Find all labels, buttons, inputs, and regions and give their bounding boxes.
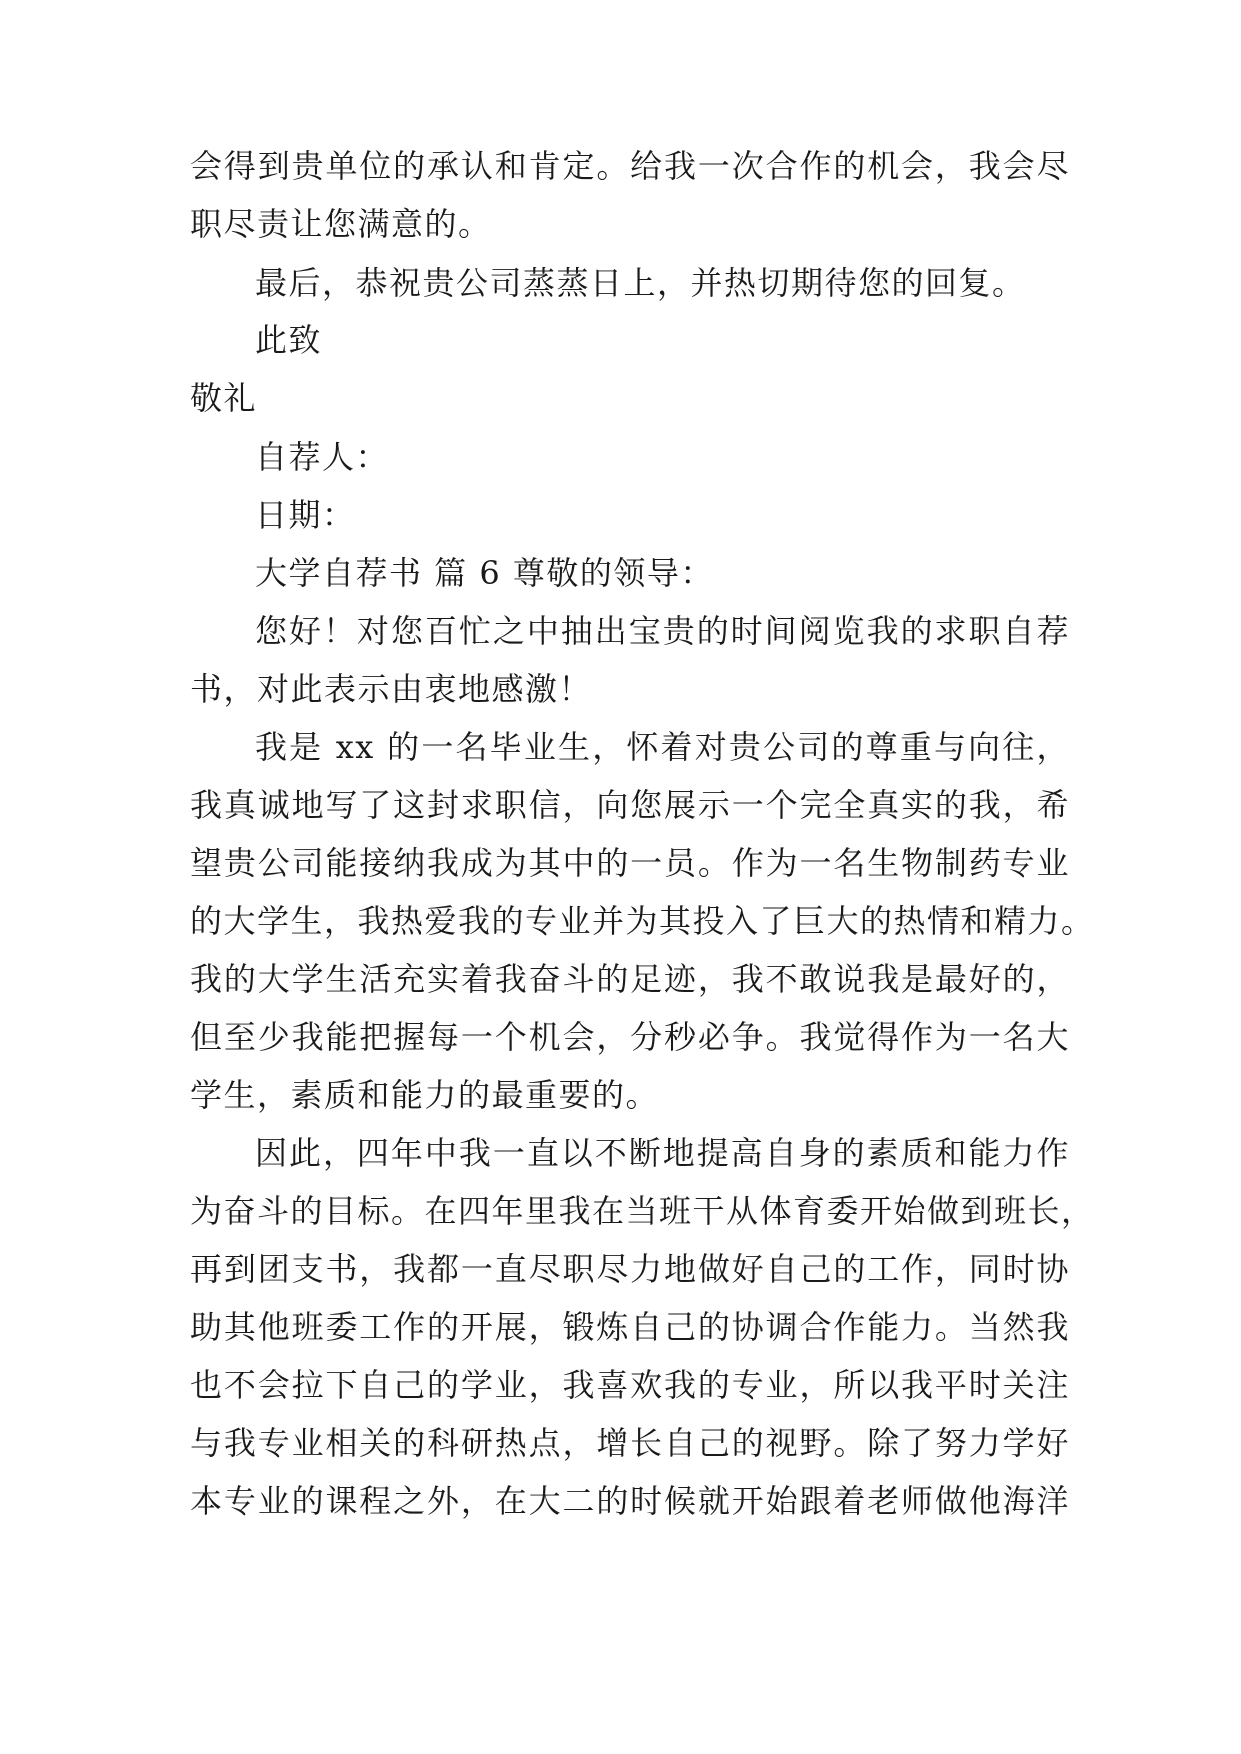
text-line: 会得到贵单位的承认和肯定。给我一次合作的机会，我会尽 [190,147,1070,185]
text-line: 但至少我能把握每一个机会，分秒必争。我觉得作为一名大 [190,1018,1070,1056]
text-line: 望贵公司能接纳我成为其中的一员。作为一名生物制药专业 [190,844,1070,882]
text-line: 我是 xx 的一名毕业生，怀着对贵公司的尊重与向往， [255,728,1070,766]
text-line: 再到团支书，我都一直尽职尽力地做好自己的工作，同时协 [190,1250,1070,1288]
text-line: 与我专业相关的科研热点，增长自己的视野。除了努力学好 [190,1424,1070,1462]
text-line: 我的大学生活充实着我奋斗的足迹，我不敢说我是最好的， [190,960,1070,998]
text-line: 为奋斗的目标。在四年里我在当班干从体育委开始做到班长， [190,1192,1095,1230]
text-line: 因此，四年中我一直以不断地提高自身的素质和能力作 [255,1134,1070,1172]
section-heading: 大学自荐书 篇 6 尊敬的领导： [255,554,714,592]
text-line: 本专业的课程之外，在大二的时候就开始跟着老师做他海洋 [190,1482,1070,1520]
text-line: 书，对此表示由衷地感激！ [190,670,593,708]
signature-label: 自荐人： [255,438,390,476]
text-line: 的大学生，我热爱我的专业并为其投入了巨大的热情和精力。 [190,902,1095,940]
text-line: 助其他班委工作的开展，锻炼自己的协调合作能力。当然我 [190,1308,1070,1346]
text-line: 职尽责让您满意的。 [190,205,492,243]
text-line: 学生，素质和能力的最重要的。 [190,1076,660,1114]
text-line: 您好！对您百忙之中抽出宝贵的时间阅览我的求职自荐 [255,612,1070,650]
text-line: 也不会拉下自己的学业，我喜欢我的专业，所以我平时关注 [190,1366,1070,1404]
text-line: 我真诚地写了这封求职信，向您展示一个完全真实的我，希 [190,786,1070,824]
salutation-regards: 敬礼 [190,379,258,417]
salutation-closing: 此致 [255,321,323,359]
text-line: 最后，恭祝贵公司蒸蒸日上，并热切期待您的回复。 [255,264,1026,302]
date-label: 日期： [255,496,356,534]
